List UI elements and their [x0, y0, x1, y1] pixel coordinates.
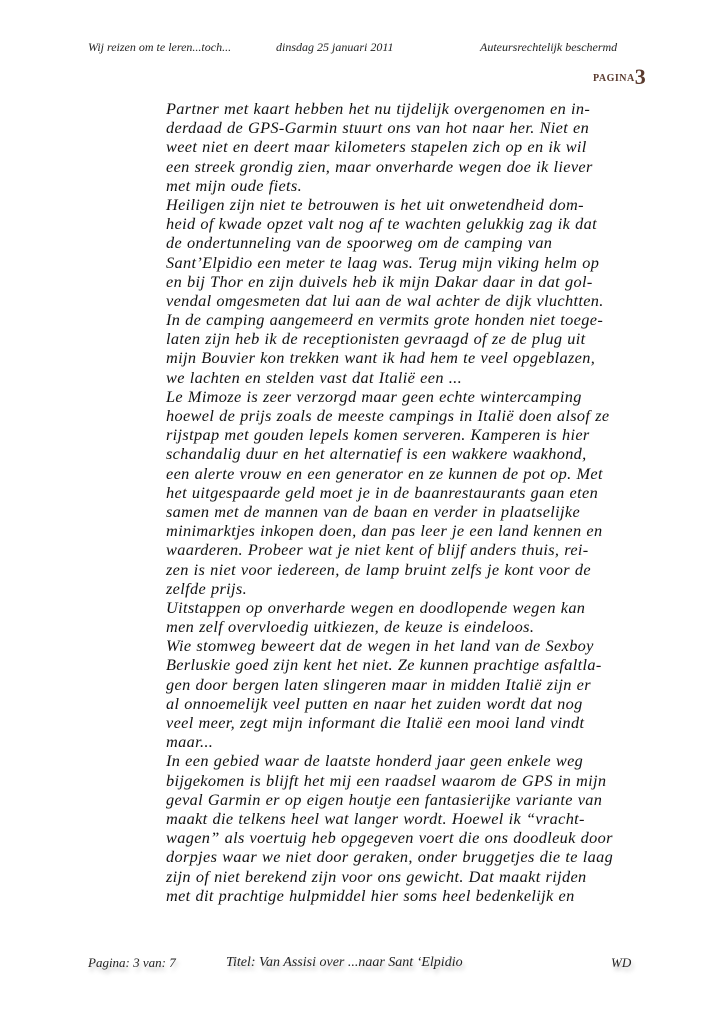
body-line: bijgekomen is blijft het mij een raadsel waarom de GPS in mijn — [166, 770, 607, 790]
body-line: Partner met kaart hebben het nu tijdelijk overgenomen en in- — [166, 99, 591, 118]
page-number-marker — [593, 64, 646, 90]
body-line: Uitstappen op onverharde wegen en doodlopende wegen kan — [166, 597, 586, 617]
footer-page-info: Pagina: 3 van: 7 — [88, 955, 176, 970]
body-line: zen is niet voor iedereen, de lamp bruint zelfs je kont voor de — [166, 559, 591, 579]
body-line: wagen” als voertuig heb opgegeven voert die ons doodleuk door — [166, 828, 613, 848]
body-line: geval Garmin er op eigen houtje een fantasierijke variante van — [166, 789, 603, 809]
body-line: Wie stomweg beweert dat de wegen in het land van de Sexboy — [166, 636, 594, 656]
body-line: laten zijn heb ik de receptionisten gevraagd of ze de plug uit — [166, 329, 586, 349]
body-line: Heiligen zijn niet te betrouwen is het uit onwetendheid dom- — [166, 194, 584, 214]
page-marker-label: PAGINA — [593, 73, 635, 84]
body-line: men zelf overvloedig uitkiezen, de keuze is eindeloos. — [166, 617, 535, 637]
body-line: met dit prachtige hulpmiddel hier soms heel bedenkelijk en — [166, 885, 575, 905]
body-line: we lachten en stelden vast dat Italië een ... — [166, 367, 462, 387]
page-footer — [88, 955, 648, 975]
body-line: het uitgespaarde geld moet je in de baanrestaurants gaan eten — [166, 482, 599, 502]
body-line: een alerte vrouw en een generator en ze kunnen de pot op. Met — [166, 463, 603, 483]
body-line: en bij Thor en zijn duivels heb ik mijn Dakar daar in dat gol- — [166, 271, 593, 291]
body-line: schandalig duur en het alternatief is een wakkere waakhond, — [166, 444, 587, 464]
body-line: minimarktjes inkopen doen, dan pas leer je een land kennen en — [166, 521, 603, 541]
body-line: maakt die telkens heel wat langer wordt. Hoewel ik “vracht- — [166, 808, 585, 828]
body-line: In een gebied waar de laatste honderd jaar geen enkele weg — [166, 751, 584, 771]
body-line: vendal omgesmeten dat lui aan de wal achter de dijk vluchtten. — [166, 290, 604, 310]
body-line: waarderen. Probeer wat je niet kent of blijf anders thuis, rei- — [166, 540, 589, 560]
body-line: gen door bergen laten slingeren maar in midden Italië zijn er — [166, 674, 591, 694]
header-series-title: Wij reizen om te leren...toch... — [88, 40, 232, 54]
body-line: maar... — [166, 732, 214, 752]
body-line: derdaad de GPS-Garmin stuurt ons van hot naar her. Niet en — [166, 118, 590, 138]
body-line: zelfde prijs. — [166, 578, 248, 598]
body-line: samen met de mannen van de baan en verder in plaatselijke — [166, 501, 581, 521]
body-line: dorpjes waar we niet door geraken, onder bruggetjes die te laag — [166, 847, 614, 867]
header-copyright: Auteursrechtelijk beschermd — [480, 40, 618, 54]
footer-document-title: Titel: Van Assisi over ...naar Sant ‘Elpidio — [226, 955, 463, 970]
body-line: rijstpap met gouden lepels komen serveren. Kamperen is hier — [166, 425, 590, 445]
body-line: weet niet en deert maar kilometers stapelen zich op en ik wil — [166, 137, 587, 157]
page-header — [88, 40, 648, 60]
body-line: Le Mimoze is zeer verzorgd maar geen echte wintercamping — [166, 386, 582, 406]
body-line: al onnoemelijk veel putten en naar het zuiden wordt dat nog — [166, 693, 583, 713]
header-date: dinsdag 25 januari 2011 — [276, 40, 394, 54]
body-line: veel meer, zegt mijn informant die Italië een mooi land vindt — [166, 713, 585, 732]
body-line: de ondertunneling van de spoorweg om de camping van — [166, 233, 553, 253]
body-line: heid of kwade opzet valt nog af te wachten gelukkig zag ik dat — [166, 214, 598, 234]
body-text — [166, 99, 666, 905]
body-line: Berluskie goed zijn kent het niet. Ze kunnen prachtige asfaltla- — [166, 655, 602, 675]
body-line: Sant’Elpidio een meter te laag was. Terug mijn viking helm op — [166, 252, 600, 272]
body-line: mijn Bouvier kon trekken want ik had hem te veel opgeblazen, — [166, 348, 596, 368]
body-line: met mijn oude fiets. — [166, 175, 303, 195]
body-line: hoewel de prijs zoals de meeste campings in Italië doen alsof ze — [166, 406, 610, 425]
body-line: In de camping aangemeerd en vermits grote honden niet toege- — [166, 310, 604, 330]
footer-author-initials: WD — [611, 955, 632, 970]
page-marker-number: 3 — [634, 64, 646, 89]
body-line: een streek grondig zien, maar onverharde wegen doe ik liever — [166, 156, 593, 176]
body-line: zijn of niet berekend zijn voor ons gewicht. Dat maakt rijden — [166, 866, 587, 886]
